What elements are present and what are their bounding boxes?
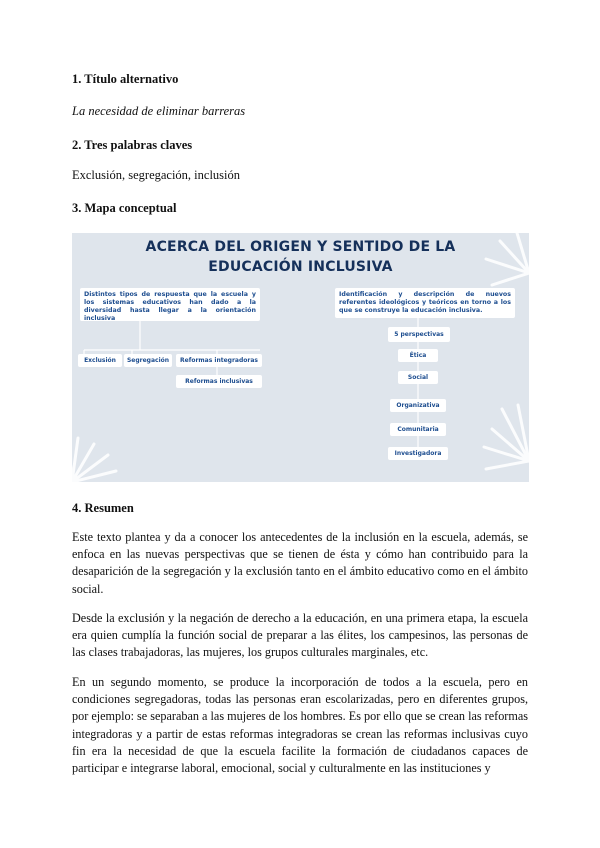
node-integrative-reforms: Reformas integradoras	[176, 354, 262, 367]
starburst-bottom-right-icon	[484, 405, 529, 469]
right-description-box: Identificación y descripción de nuevos referentes ideológicos y teóricos en torno a los que se construye la educación inclusiva.	[335, 288, 515, 318]
node-research: Investigadora	[388, 447, 448, 460]
node-community: Comunitaria	[390, 423, 446, 436]
alt-title-heading: 1. Título alternativo	[72, 72, 179, 86]
summary-paragraph-1: Este texto plantea y da a conocer los antecedentes de la inclusión en la escuela, además, se enfoca en las nuevas perspectivas que se tienen de ésta y cómo han contribuido para la desaparición de la segregación y la exclusión tanto en el ámbito educativo como en el ámbito social.	[72, 530, 528, 596]
concept-map-heading: 3. Mapa conceptual	[72, 201, 177, 215]
concept-map-title-line2: EDUCACIÓN INCLUSIVA	[208, 259, 393, 275]
node-ethics: Ética	[398, 349, 438, 362]
concept-map-title-line1: ACERCA DEL ORIGEN Y SENTIDO DE LA	[145, 239, 456, 255]
node-social: Social	[398, 371, 438, 384]
left-description-box: Distintos tipos de respuesta que la escuela y los sistemas educativos han dado a la diversidad hasta llegar a la orientación inclusiva	[80, 288, 260, 321]
node-organizational: Organizativa	[390, 399, 446, 412]
summary-paragraph-3: En un segundo momento, se produce la incorporación de todos a la escuela, pero en condiciones segregadoras, todas las personas eran escolarizadas, pero en diferentes grupos, por ejemplo: se separaban a las mujeres de los hombres. Es por ello que se crean las reformas integradoras y a partir de estas reformas integradoras se crean las reformas inclusivas cuyo fin era la necesidad de que la escuela facilite la formación de ciudadanos capaces de participar e integrarse laboral, emocional, social y culturalmente en las instituciones y	[72, 675, 528, 776]
summary-paragraph-2: Desde la exclusión y la negación de derecho a la educación, en una primera etapa, la escuela era quien cumplía la función social de preparar a las élites, los campesinos, las personas de las clases trabajadoras, las mujeres, los grupos culturales marginales, etc.	[72, 611, 528, 660]
starburst-bottom-left-icon	[72, 436, 116, 482]
summary-heading: 4. Resumen	[72, 501, 134, 515]
keywords-text: Exclusión, segregación, inclusión	[72, 168, 241, 182]
keywords-heading: 2. Tres palabras claves	[72, 138, 193, 152]
node-exclusion: Exclusión	[78, 354, 122, 367]
alt-title-text: La necesidad de eliminar barreras	[72, 104, 246, 118]
node-inclusive-reforms: Reformas inclusivas	[176, 375, 262, 388]
node-five-perspectives: 5 perspectivas	[388, 327, 450, 342]
node-segregation: Segregación	[124, 354, 172, 367]
concept-map-figure	[72, 233, 529, 482]
